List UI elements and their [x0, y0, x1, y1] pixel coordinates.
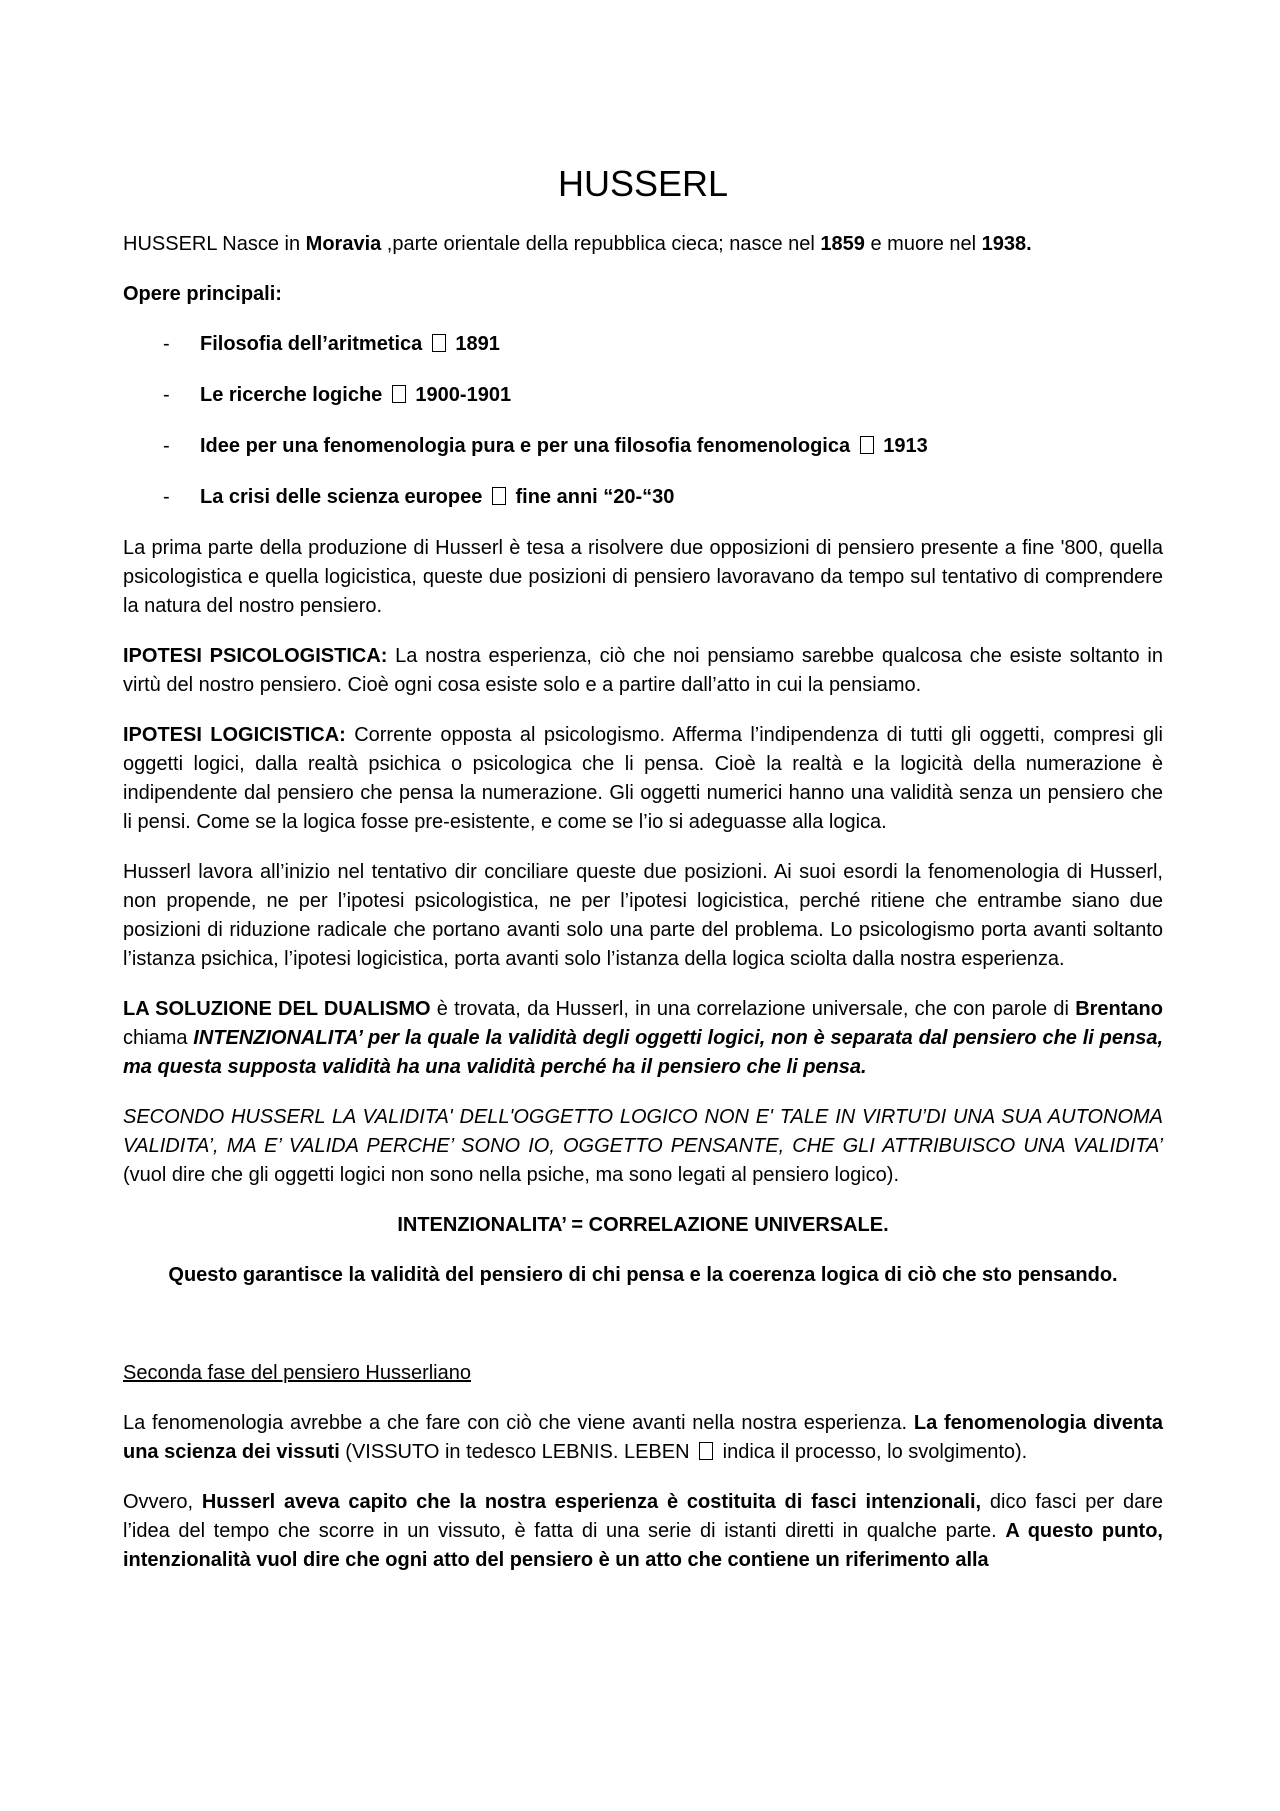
equation-line: INTENZIONALITA’ = CORRELAZIONE UNIVERSALE. [397, 1214, 889, 1236]
list-bullet: - [163, 486, 170, 508]
arrow-icon [432, 334, 446, 352]
list-item [123, 381, 1163, 410]
death-year: 1938. [981, 233, 1032, 255]
intro-text-1: HUSSERL Nasce in [123, 233, 306, 255]
work-year: 1891 [455, 333, 500, 355]
fasci-text-1: Ovvero, [123, 1491, 202, 1513]
solution-heading: LA SOLUZIONE DEL DUALISMO [123, 998, 431, 1020]
vissuti-text-3: indica il processo, lo svolgimento). [717, 1441, 1028, 1463]
brentano-name: Brentano [1075, 998, 1163, 1020]
work-year: 1913 [883, 435, 928, 457]
intro-text-3: e muore nel [864, 233, 982, 255]
work-title: Filosofia dell’aritmetica [200, 333, 423, 355]
psicologistica-text: La nostra esperienza, ciò che noi pensiamo sarebbe qualcosa che esiste soltanto in virtù del nostro pensiero. Cioè ogni cosa esiste solo e a partire dall’atto in cui la pensiamo. [123, 645, 1163, 696]
secondo-husserl-statement: SECONDO HUSSERL LA VALIDITA' DELL'OGGETTO LOGICO NON E' TALE IN VIRTU’DI UNA SUA AUTONOMA VALIDITA’, MA E’ VALIDA PERCHE’ SONO IO, OGGETTO PENSANTE, CHE GLI ATTRIBUISCO UNA VALIDITA’ [123, 1106, 1163, 1157]
logicistica-label: IPOTESI LOGICISTICA: [123, 724, 346, 746]
arrow-icon [492, 487, 506, 505]
solution-text-2: chiama [123, 1027, 194, 1049]
arrow-icon [699, 1442, 713, 1460]
birth-year: 1859 [820, 233, 865, 255]
guarantee-line: Questo garantisce la validità del pensiero di chi pensa e la coerenza logica di ciò che sto pensando. [168, 1264, 1118, 1286]
intenzionalita-definition: INTENZIONALITA’ per la quale la validità degli oggetti logici, non è separata dal pensiero che li pensa, ma questa supposta validità ha una validità perché ha il pensiero che li pensa. [123, 1027, 1163, 1078]
list-bullet: - [163, 333, 170, 355]
intro-paragraph [123, 230, 1163, 259]
document-body [123, 160, 1163, 1596]
paragraph-secondo-husserl [123, 1103, 1163, 1190]
intro-text-2: ,parte orientale della repubblica cieca; nasce nel [381, 233, 821, 255]
birthplace: Moravia [305, 233, 382, 255]
paragraph-solution [123, 995, 1163, 1082]
list-bullet: - [163, 384, 170, 406]
list-bullet: - [163, 435, 170, 457]
paragraph-first-phase: La prima parte della produzione di Husserl è tesa a risolvere due opposizioni di pensiero presente a fine '800, quella psicologistica e quella logicistica, queste due posizioni di pensiero lavoravano da tempo sul tentativo di comprendere la natura del nostro pensiero. [123, 537, 1163, 617]
vissuti-text-1: La fenomenologia avrebbe a che fare con ciò che viene avanti nella nostra esperienza. [123, 1412, 914, 1434]
logicistica-text: Corrente opposta al psicologismo. Afferma l’indipendenza di tutti gli oggetti, compresi gli oggetti logici, dalla realtà psichica o psicologica che li pensa. Cioè la realtà e la logicità della numerazione è indipendente dal pensiero che pensa la numerazione. Gli oggetti numerici hanno una validità senza un pensiero che li pensi. Come se la logica fosse pre-esistente, e come se l’io si adeguasse alla logica. [123, 724, 1163, 833]
work-title: Idee per una fenomenologia pura e per una filosofia fenomenologica [200, 435, 851, 457]
work-year: fine anni “20-“30 [515, 486, 675, 508]
works-heading: Opere principali: [123, 283, 282, 305]
list-item [123, 330, 1163, 359]
secondo-husserl-note: (vuol dire che gli oggetti logici non sono nella psiche, ma sono legati al pensiero logico). [123, 1164, 900, 1186]
section-spacer [123, 1311, 1163, 1359]
list-item [123, 432, 1163, 461]
arrow-icon [392, 385, 406, 403]
work-title: Le ricerche logiche [200, 384, 383, 406]
vissuti-bold: La fenomenologia diventa una scienza dei vissuti [123, 1412, 1163, 1463]
works-list [123, 330, 1163, 512]
vissuti-text-2: (VISSUTO in tedesco LEBNIS. LEBEN [339, 1441, 696, 1463]
psicologistica-label: IPOTESI PSICOLOGISTICA: [123, 645, 388, 667]
fasci-text-2: dico fasci per dare l’idea del tempo che scorre in un vissuto, è fatta di una serie di istanti diretti in qualche parte. [123, 1491, 1164, 1542]
paragraph-conciliation: Husserl lavora all’inizio nel tentativo dir conciliare queste due posizioni. Ai suoi esordi la fenomenologia di Husserl, non propende, ne per l’ipotesi psicologistica, ne per l’ipotesi logicistica, perché ritiene che entrambe siano due posizioni di riduzione radicale che portano avanti solo una parte del problema. Lo psicologismo porta avanti soltanto l’istanza psichica, l’ipotesi logicistica, porta avanti solo l’istanza della logica sciolta dalla nostra esperienza. [123, 861, 1163, 970]
paragraph-vissuti [123, 1409, 1163, 1467]
list-item [123, 483, 1163, 512]
fasci-bold-1: Husserl aveva capito che la nostra esperienza è costituita di fasci intenzionali, [201, 1491, 982, 1513]
solution-text-1: è trovata, da Husserl, in una correlazione universale, che con parole di [430, 998, 1076, 1020]
fasci-bold-2: A questo punto, intenzionalità vuol dire che ogni atto del pensiero è un atto che contiene un riferimento alla [123, 1520, 1163, 1571]
paragraph-fasci-intenzionali [123, 1488, 1163, 1575]
arrow-icon [860, 436, 874, 454]
page-title: HUSSERL [557, 163, 729, 204]
work-title: La crisi delle scienza europee [200, 486, 483, 508]
paragraph-logicistica [123, 721, 1163, 837]
work-year: 1900-1901 [415, 384, 512, 406]
paragraph-psicologistica [123, 642, 1163, 700]
section-heading-second-phase: Seconda fase del pensiero Husserliano [123, 1362, 471, 1384]
